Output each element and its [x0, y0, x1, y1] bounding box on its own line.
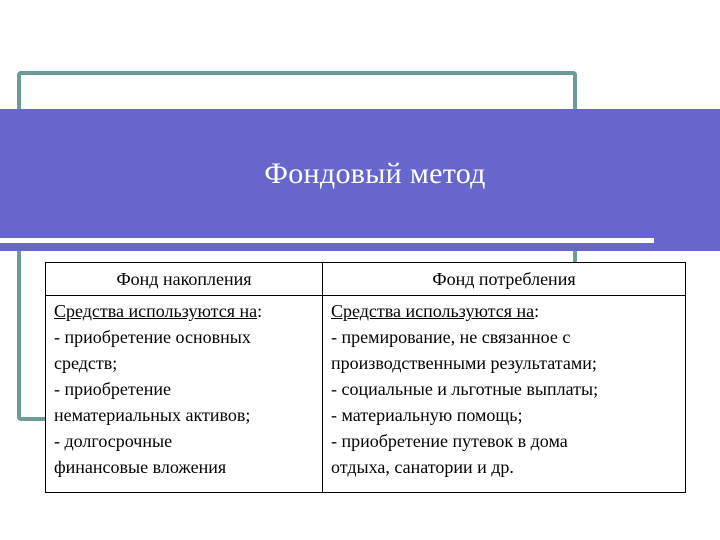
consumption-intro — [331, 298, 679, 324]
consumption-intro-text: Средства используются на — [331, 301, 535, 321]
consumption-line: - материальную помощь; — [331, 405, 523, 425]
consumption-line: отдыха, санатории и др. — [331, 457, 514, 477]
accumulation-line: - приобретение основных — [54, 327, 251, 347]
slide-title: Фондовый метод — [264, 157, 486, 190]
consumption-line: производственными результатами; — [331, 353, 597, 373]
accumulation-line: средств; — [54, 353, 118, 373]
header-consumption-fund: Фонд потребления — [323, 263, 686, 296]
table-header-row — [46, 263, 686, 296]
title-band — [0, 109, 720, 251]
consumption-line: - социальные и льготные выплаты; — [331, 379, 599, 399]
consumption-intro-colon: : — [534, 301, 540, 321]
accumulation-line: - приобретение — [54, 379, 172, 399]
consumption-line: - приобретение путевок в дома — [331, 431, 568, 451]
table-row — [46, 296, 686, 493]
consumption-line: - премирование, не связанное с — [331, 327, 571, 347]
accumulation-intro-text: Средства используются на — [54, 301, 258, 321]
accumulation-line: нематериальных активов; — [54, 405, 251, 425]
divider-bar — [0, 238, 654, 243]
comparison-table — [45, 262, 685, 493]
accumulation-line: финансовые вложения — [54, 457, 227, 477]
consumption-fund-cell — [323, 296, 686, 493]
accumulation-intro-colon: : — [257, 301, 263, 321]
accumulation-fund-cell — [46, 296, 323, 493]
accumulation-line: - долгосрочные — [54, 431, 173, 451]
accumulation-intro — [54, 298, 316, 324]
header-accumulation-fund: Фонд накопления — [46, 263, 323, 296]
